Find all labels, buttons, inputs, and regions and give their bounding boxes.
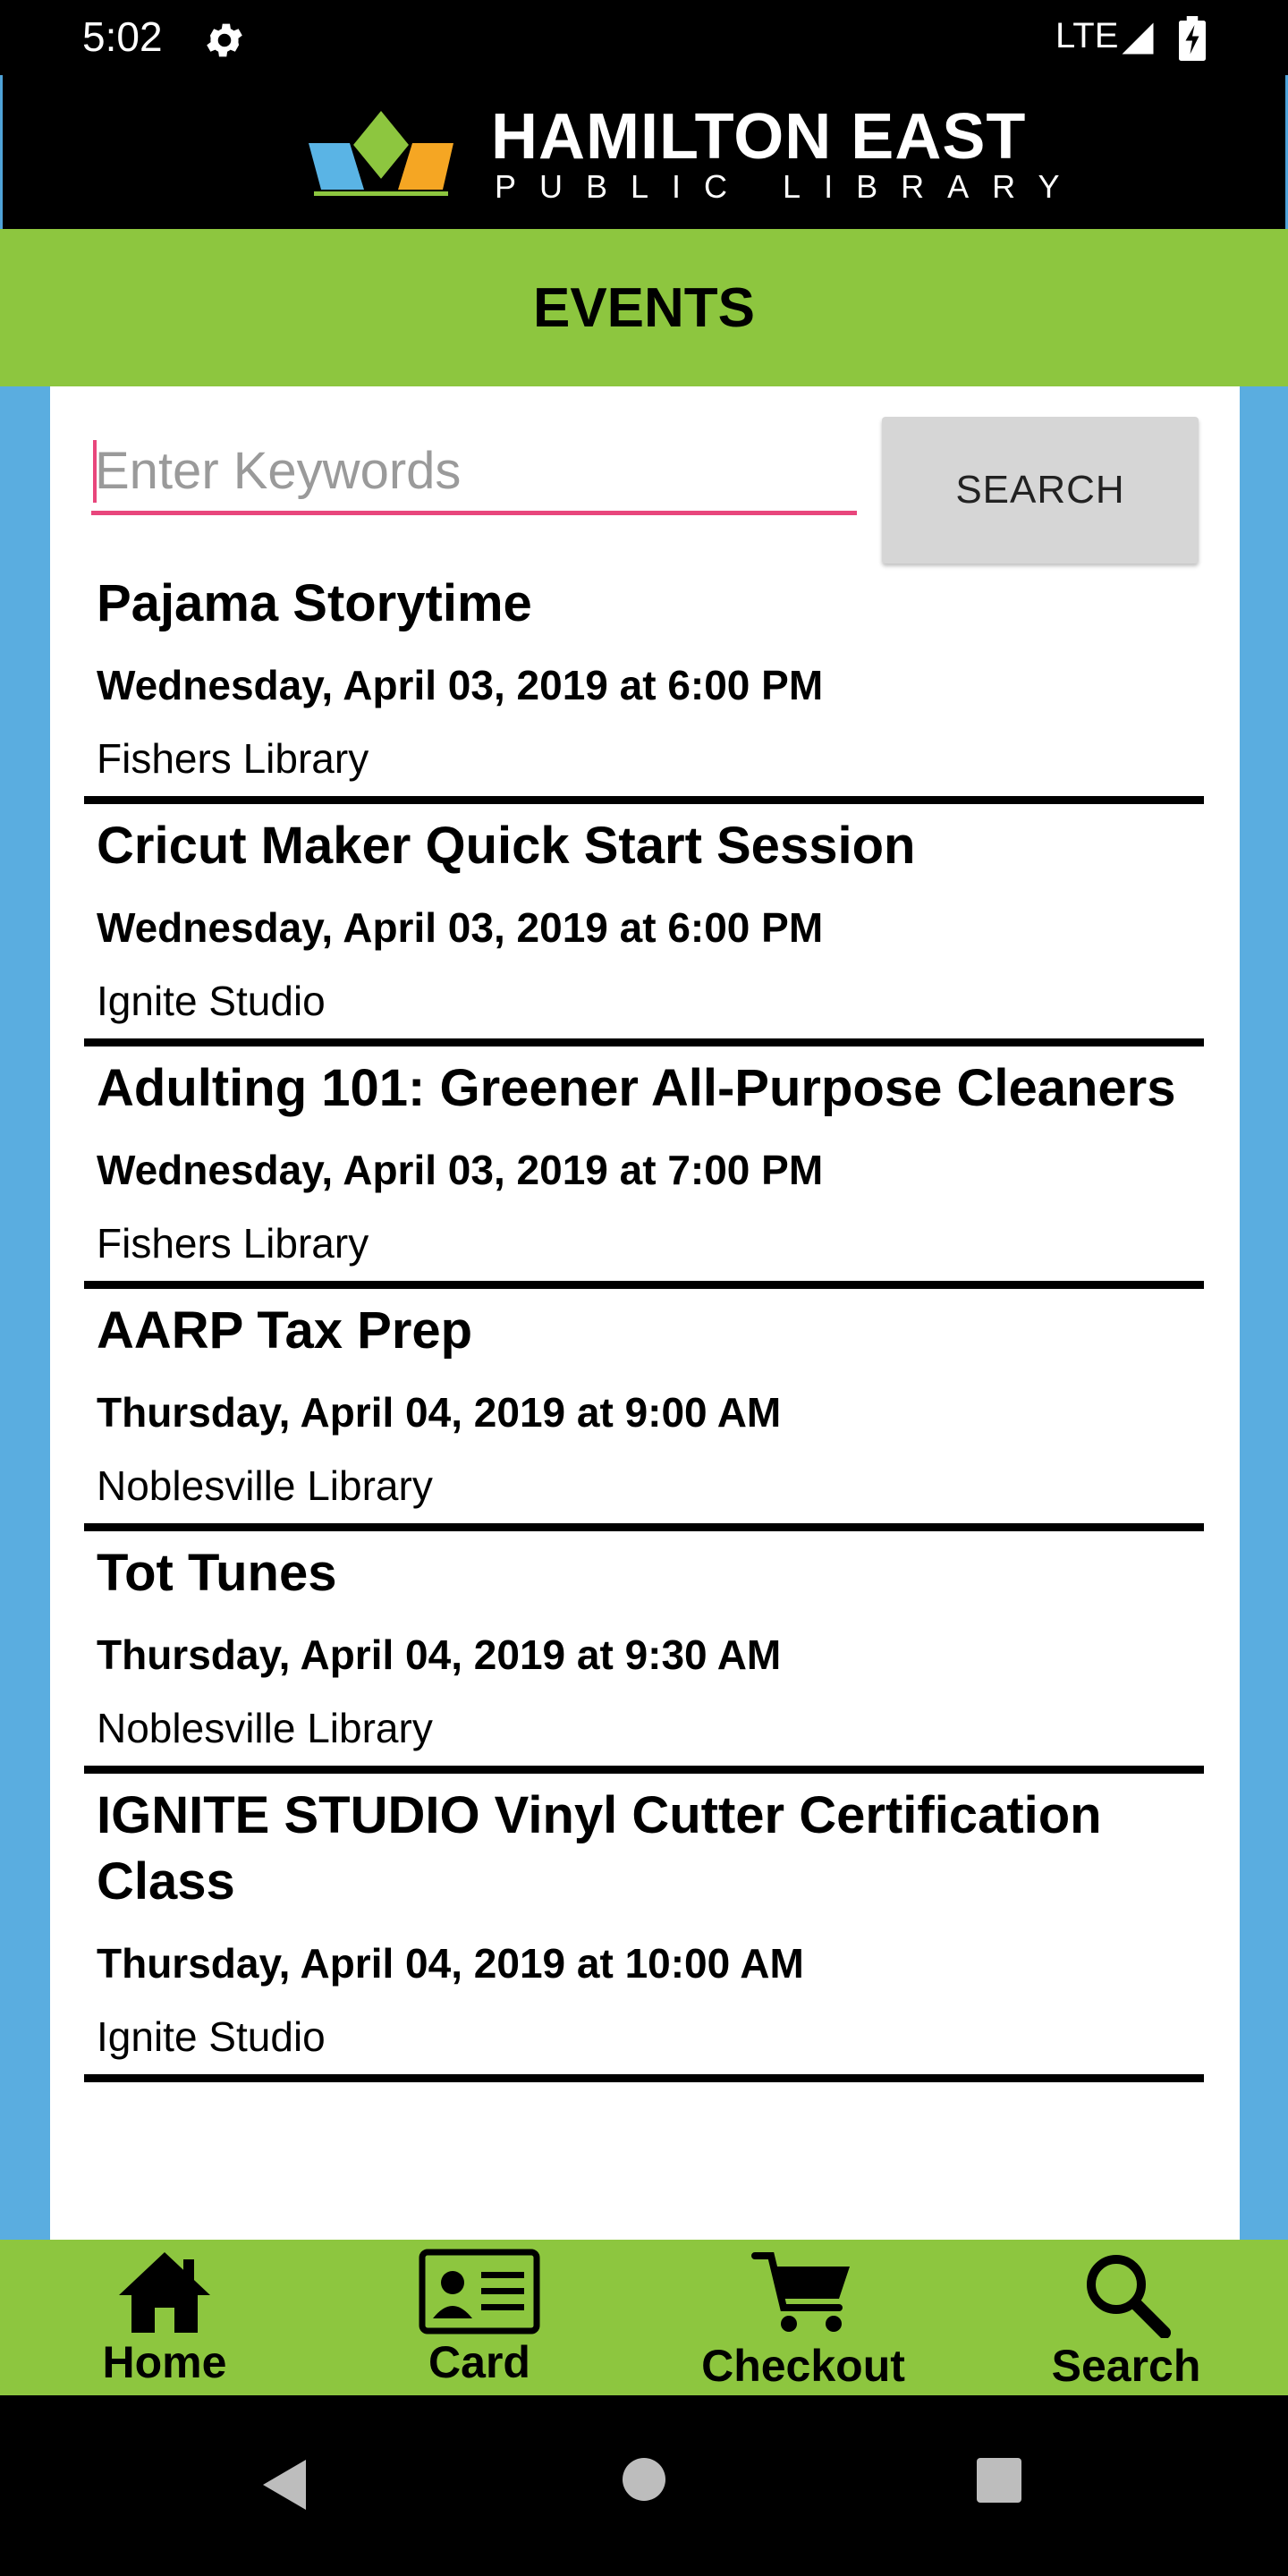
events-panel[interactable] <box>50 386 1240 2240</box>
event-location: Ignite Studio <box>97 2013 326 2060</box>
event-datetime: Thursday, April 04, 2019 at 9:30 AM <box>97 1631 782 1678</box>
event-datetime: Wednesday, April 03, 2019 at 6:00 PM <box>97 662 824 708</box>
page-title: EVENTS <box>532 276 756 339</box>
event-title: AARP Tax Prep <box>97 1301 473 1360</box>
event-title: IGNITE STUDIO Vinyl Cutter Certification Class <box>97 1786 1102 1911</box>
event-title: Adulting 101: Greener All-Purpose Cleaners <box>97 1059 1176 1117</box>
search-input[interactable] <box>91 431 857 515</box>
text-caret <box>93 440 97 503</box>
nav-checkout[interactable] <box>698 2240 909 2395</box>
nav-card[interactable] <box>401 2240 558 2395</box>
events-list <box>84 562 1204 2082</box>
system-nav-bar <box>0 2395 1288 2576</box>
event-item[interactable] <box>84 804 1204 1046</box>
event-location: Ignite Studio <box>97 978 326 1024</box>
signal-icon <box>1118 20 1157 57</box>
network-type: LTE <box>1055 16 1119 55</box>
library-logo-header <box>0 75 1288 229</box>
event-location: Fishers Library <box>97 735 369 782</box>
card-icon <box>419 2249 540 2334</box>
event-location: Noblesville Library <box>97 1462 433 1509</box>
home-circle-icon[interactable] <box>621 2456 667 2503</box>
cart-icon <box>750 2249 857 2338</box>
event-datetime: Wednesday, April 03, 2019 at 6:00 PM <box>97 904 824 951</box>
event-item[interactable] <box>84 1531 1204 1774</box>
nav-home[interactable] <box>86 2240 243 2395</box>
nav-home-label: Home <box>102 2337 227 2387</box>
logo-title: HAMILTON EAST <box>491 101 1027 173</box>
event-datetime: Wednesday, April 03, 2019 at 7:00 PM <box>97 1147 824 1193</box>
event-datetime: Thursday, April 04, 2019 at 9:00 AM <box>97 1389 782 1436</box>
library-logo-icon <box>309 109 453 199</box>
event-datetime: Thursday, April 04, 2019 at 10:00 AM <box>97 1940 804 1987</box>
logo-subtitle: PUBLIC LIBRARY <box>495 168 1083 205</box>
search-row <box>91 404 1200 547</box>
search-icon <box>1077 2249 1175 2338</box>
event-item[interactable] <box>84 1046 1204 1289</box>
event-location: Fishers Library <box>97 1220 369 1267</box>
event-item[interactable] <box>84 1289 1204 1531</box>
nav-checkout-label: Checkout <box>701 2341 905 2391</box>
nav-search-label: Search <box>1051 2341 1201 2391</box>
home-icon <box>115 2249 214 2334</box>
gear-icon <box>202 18 247 63</box>
event-title: Pajama Storytime <box>97 574 532 632</box>
event-location: Noblesville Library <box>97 1705 433 1751</box>
event-title: Cricut Maker Quick Start Session <box>97 817 916 875</box>
event-title: Tot Tunes <box>97 1544 337 1602</box>
nav-card-label: Card <box>428 2337 530 2387</box>
status-time: 5:02 <box>82 13 163 60</box>
recents-icon[interactable] <box>975 2456 1023 2504</box>
back-icon[interactable] <box>259 2456 309 2513</box>
bottom-nav <box>0 2240 1288 2395</box>
search-button[interactable]: SEARCH <box>882 417 1199 564</box>
battery-charging-icon <box>1179 16 1206 61</box>
event-item[interactable] <box>84 562 1204 804</box>
event-item[interactable] <box>84 1774 1204 2082</box>
page-title-bar <box>0 229 1288 386</box>
status-bar <box>0 0 1288 75</box>
nav-search[interactable] <box>1045 2240 1208 2395</box>
